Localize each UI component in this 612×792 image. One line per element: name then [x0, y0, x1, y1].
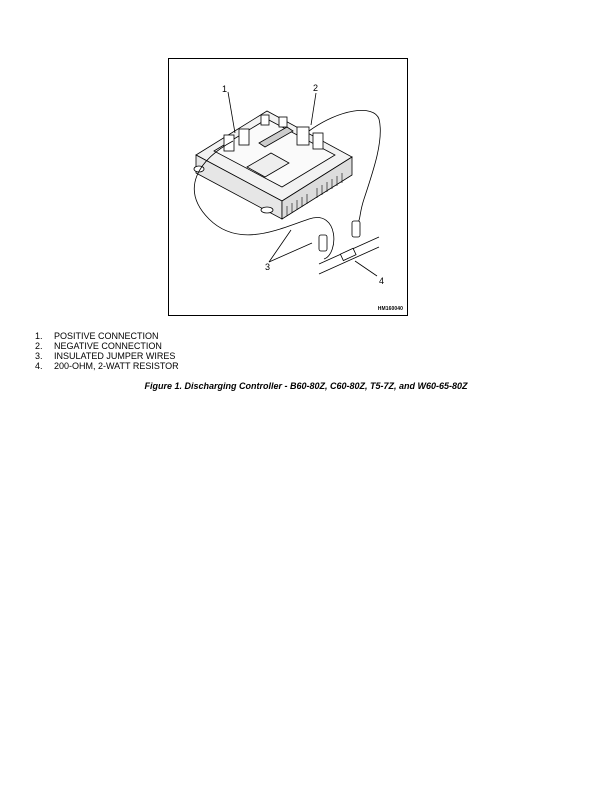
legend: [35, 331, 179, 371]
callout-1: 1: [222, 84, 228, 94]
legend-item: [35, 361, 179, 371]
legend-num: 1.: [35, 331, 43, 341]
callout-3: 3: [265, 262, 271, 272]
legend-item: [35, 331, 179, 341]
callout-4: 4: [379, 276, 385, 286]
legend-item: [35, 341, 179, 351]
figure-caption: Figure 1. Discharging Controller - B60-80Z, C60-80Z, T5-7Z, and W60-65-80Z: [144, 381, 468, 391]
legend-num: 3.: [35, 351, 43, 361]
controller-illustration: [169, 59, 406, 314]
callout-2: 2: [313, 83, 319, 93]
legend-text: POSITIVE CONNECTION: [54, 331, 159, 341]
legend-text: 200-OHM, 2-WATT RESISTOR: [54, 361, 179, 371]
legend-item: [35, 351, 179, 361]
legend-num: 4.: [35, 361, 43, 371]
legend-text: NEGATIVE CONNECTION: [54, 341, 162, 351]
figure-id: HM160040: [377, 306, 403, 312]
figure-frame: [168, 58, 408, 316]
legend-text: INSULATED JUMPER WIRES: [54, 351, 176, 361]
legend-num: 2.: [35, 341, 43, 351]
